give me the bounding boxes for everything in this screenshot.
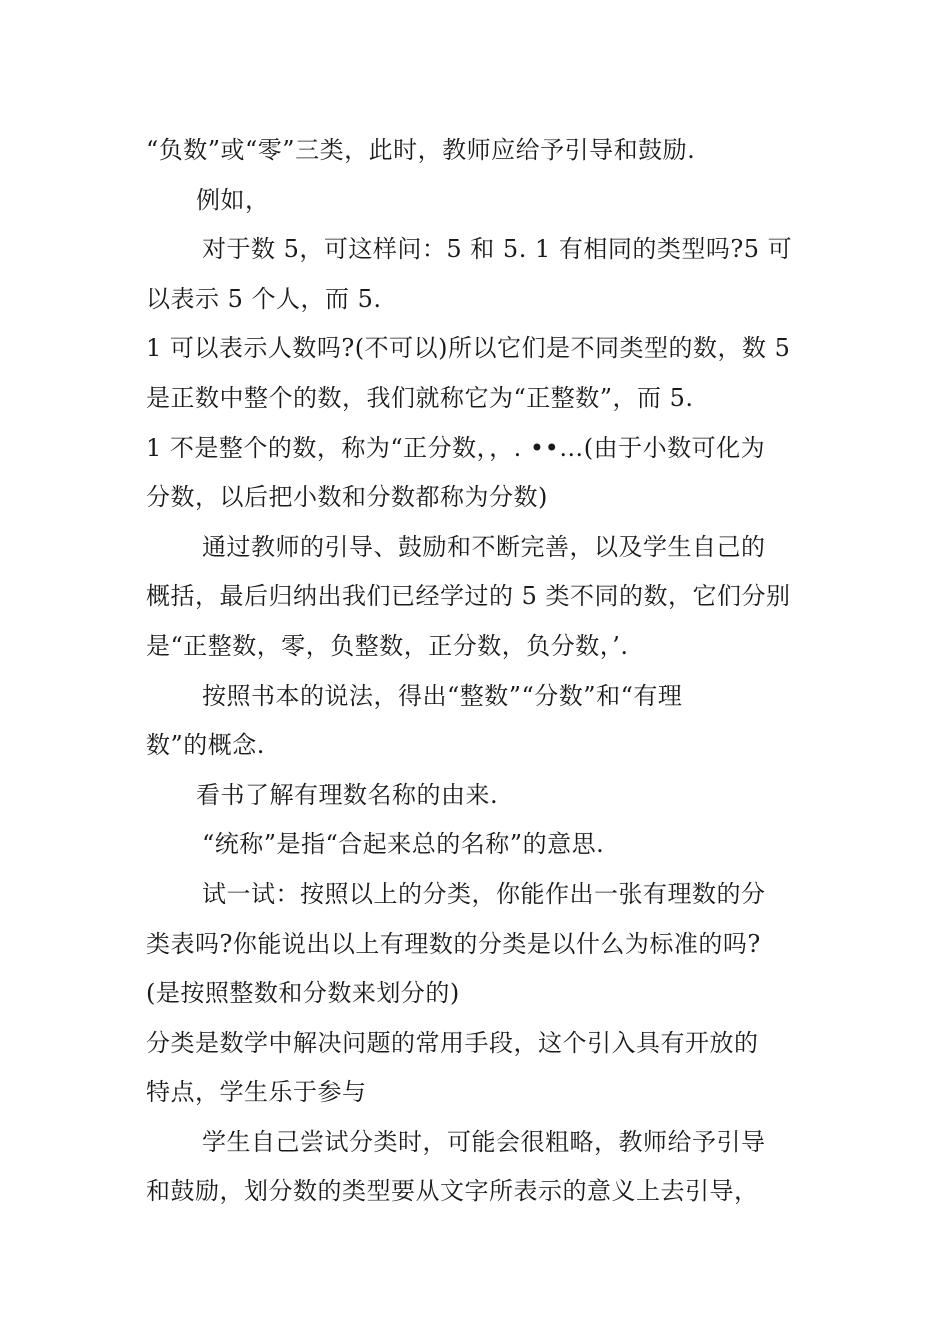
text-line: 看书了解有理数名称的由来. bbox=[196, 780, 499, 809]
text-line: 1 不是整个的数，称为“正分数，，. ••…(由于小数可化为 bbox=[146, 433, 766, 462]
text-line: 特点，学生乐于参与 bbox=[146, 1078, 367, 1107]
text-line: 以表示 5 个人，而 5. bbox=[146, 284, 382, 313]
text-line: “负数”或“零”三类，此时，教师应给予引导和鼓励. bbox=[146, 136, 696, 164]
text-line: 按照书本的说法，得出“整数”“分数”和“有理 bbox=[202, 681, 683, 710]
text-line: 概括，最后归纳出我们已经学过的 5 类不同的数，它们分别 bbox=[146, 582, 791, 611]
text-line: 例如， bbox=[196, 185, 270, 214]
text-line: (是按照整数和分数来划分的) bbox=[146, 979, 460, 1008]
text-line: 对于数 5，可这样问：5 和 5. 1 有相同的类型吗?5 可 bbox=[202, 235, 793, 264]
text-line: 1 可以表示人数吗?(不可以)所以它们是不同类型的数，数 5 bbox=[146, 334, 791, 363]
text-line: 是“正整数，零，负整数，正分数，负分数，’. bbox=[146, 631, 629, 660]
text-line: 通过教师的引导、鼓励和不断完善，以及学生自己的 bbox=[202, 532, 766, 561]
text-line: 是正数中整个的数，我们就称它为“正整数”，而 5. bbox=[146, 383, 694, 412]
text-line: 分数，以后把小数和分数都称为分数) bbox=[146, 483, 548, 512]
text-line: “统称”是指“合起来总的名称”的意思. bbox=[202, 830, 605, 859]
text-line: 试一试：按照以上的分类，你能作出一张有理数的分 bbox=[202, 879, 766, 908]
document-body bbox=[146, 126, 810, 1217]
text-line: 学生自己尝试分类时，可能会很粗略，教师给予引导 bbox=[202, 1127, 766, 1156]
text-line: 类表吗?你能说出以上有理数的分类是以什么为标准的吗? bbox=[146, 929, 761, 958]
text-line: 数”的概念. bbox=[146, 731, 265, 760]
text-line: 分类是数学中解决问题的常用手段，这个引入具有开放的 bbox=[146, 1028, 759, 1057]
text-line: 和鼓励，划分数的类型要从文字所表示的意义上去引导， bbox=[146, 1177, 759, 1206]
